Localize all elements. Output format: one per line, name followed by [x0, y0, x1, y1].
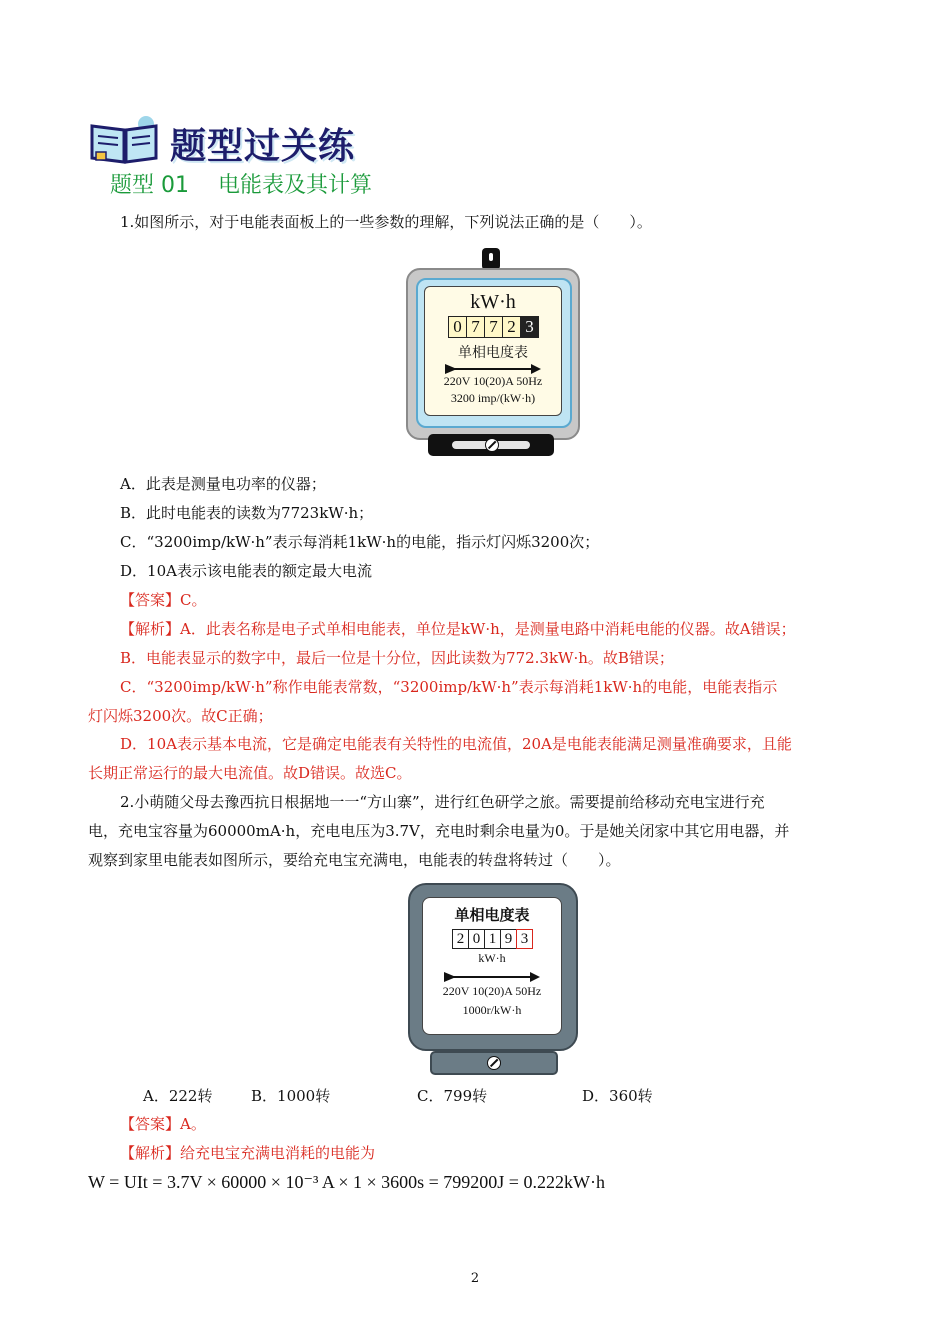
- arrow-icon: [423, 970, 561, 982]
- q2-option-d: D．360转: [582, 1087, 653, 1105]
- meter1-spec1: 220V 10(20)A 50Hz: [443, 374, 543, 388]
- screw-icon: [487, 1056, 501, 1070]
- meter1-digit: 7: [484, 316, 503, 338]
- hanger-icon: [482, 248, 500, 270]
- meter1-digits: [425, 316, 561, 338]
- q2-option-b: B．1000转: [251, 1087, 331, 1105]
- page-number: 2: [470, 1271, 480, 1286]
- meter1-spec2: 3200 imp/(kW·h): [450, 391, 536, 405]
- q1-analysis-line: 【解析】A．此表名称是电子式单相电能表，单位是kW·h，是测量电路中消耗电能的仪器。故A错误；: [120, 620, 796, 638]
- meter1-digit: 7: [466, 316, 485, 338]
- q1-option-a: A．此表是测量电功率的仪器；: [120, 475, 326, 493]
- section-subtitle: 题型 01 电能表及其计算: [110, 173, 372, 198]
- q2-answer: 【答案】A。: [120, 1115, 206, 1133]
- meter1-digit: 2: [502, 316, 521, 338]
- meter2-unit: kW·h: [478, 951, 506, 965]
- q2-stem-line: 观察到家里电能表如图所示，要给充电宝充满电，电能表的转盘将转过（ ）。: [88, 851, 621, 869]
- q2-stem-line: 2.小萌随父母去豫西抗日根据地一一“方山寨”，进行红色研学之旅。需要提前给移动充电宝进行充: [120, 793, 765, 811]
- electric-meter-1: [404, 248, 579, 458]
- meter2-digit: 3: [516, 929, 533, 949]
- screw-icon: [485, 438, 499, 452]
- q2-option-c: C．799转: [417, 1087, 488, 1105]
- meter2-digits: [423, 929, 561, 949]
- book-icon: [86, 112, 166, 168]
- meter2-digit: 1: [484, 929, 501, 949]
- q1-option-d: D．10A表示该电能表的额定最大电流: [120, 562, 372, 580]
- q1-option-b: B．此时电能表的读数为7723kW·h；: [120, 504, 374, 522]
- meter2-digit: 2: [452, 929, 469, 949]
- q1-stem: 1.如图所示，对于电能表面板上的一些参数的理解，下列说法正确的是（ ）。: [120, 213, 652, 231]
- meter2-digit: 0: [468, 929, 485, 949]
- meter2-spec2: 1000r/kW·h: [462, 1003, 522, 1017]
- q1-option-c: C．“3200imp/kW·h”表示每消耗1kW·h的电能，指示灯闪烁3200次；: [120, 533, 600, 551]
- q2-option-a: A．222转: [143, 1087, 213, 1105]
- q1-analysis-line: D．10A表示基本电流，它是确定电能表有关特性的电流值，20A是电能表能满足测量准确要求，且能: [120, 735, 792, 753]
- meter1-name: 单相电度表: [458, 345, 528, 361]
- meter1-digit: 3: [520, 316, 539, 338]
- q2-formula: W = UIt = 3.7V × 60000 × 10⁻³ A × 1 × 3600s = 799200J = 0.222kW·h: [88, 1172, 605, 1192]
- meter2-digit: 9: [500, 929, 517, 949]
- meter2-name: 单相电度表: [454, 906, 530, 924]
- q1-answer: 【答案】C。: [120, 591, 207, 609]
- meter1-unit: kW·h: [470, 291, 516, 313]
- page-title: 题型过关练: [170, 126, 356, 167]
- meter1-digit: 0: [448, 316, 467, 338]
- q1-analysis-line: B．电能表显示的数字中，最后一位是十分位，因此读数为772.3kW·h。故B错误；: [120, 649, 674, 667]
- arrow-icon: [425, 362, 561, 374]
- q2-analysis: 【解析】给充电宝充满电消耗的电能为: [120, 1144, 376, 1162]
- q1-analysis-line: 灯闪烁3200次。故C正确；: [88, 707, 273, 725]
- electric-meter-2: [406, 883, 578, 1073]
- q1-analysis-line: 长期正常运行的最大电流值。故D错误。故选C。: [88, 764, 412, 782]
- q1-analysis-line: C．“3200imp/kW·h”称作电能表常数，“3200imp/kW·h”表示每消耗1kW·h的电能，电能表指示: [120, 678, 778, 696]
- meter2-spec1: 220V 10(20)A 50Hz: [442, 984, 542, 998]
- q2-stem-line: 电，充电宝容量为60000mA·h，充电电压为3.7V，充电时剩余电量为0。于是她关闭家中其它用电器，并: [88, 822, 790, 840]
